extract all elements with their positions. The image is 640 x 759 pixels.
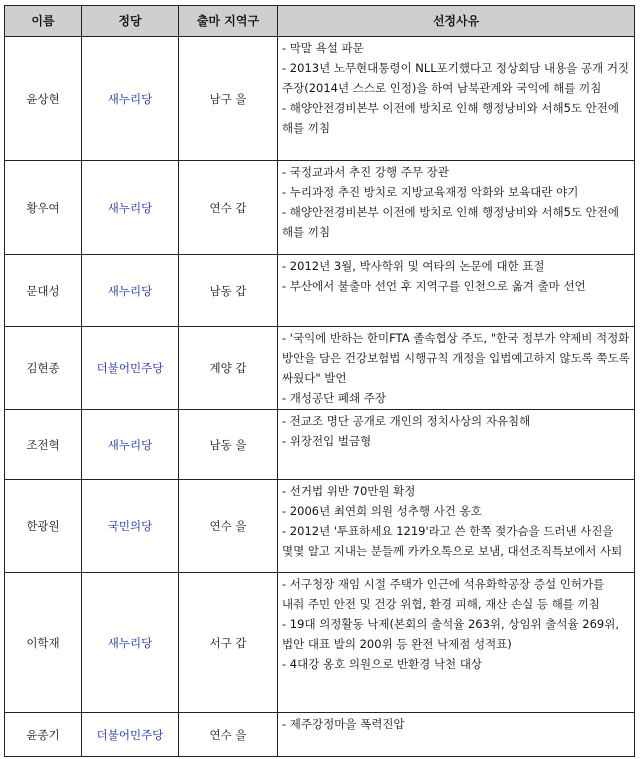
table-row <box>5 713 635 757</box>
reason-item: - 4대강 옹호 의원으로 반환경 낙천 대상 <box>282 657 483 671</box>
cell-name: 조전혁 <box>5 410 82 480</box>
cell-reasons <box>278 161 635 255</box>
cell-name: 황우여 <box>5 161 82 255</box>
cell-district: 연수 을 <box>179 480 278 573</box>
reason-item: - 2006년 최연희 의원 성추행 사건 옹호 <box>282 504 482 518</box>
table-row <box>5 327 635 410</box>
table-row <box>5 573 635 713</box>
cell-reasons <box>278 37 635 161</box>
reason-item: - 위장전입 벌금형 <box>282 434 372 448</box>
cell-party: 새누리당 <box>82 161 179 255</box>
cell-district: 계양 갑 <box>179 327 278 410</box>
cell-party: 더불어민주당 <box>82 713 179 757</box>
table-row <box>5 37 635 161</box>
cell-reasons <box>278 255 635 327</box>
reason-item: - '국익에 반하는 한미FTA 졸속협상 주도, "한국 정부가 약제비 적정화 방안을 담은 건강보험법 시행규칙 개정을 입법예고하지 않도록 쭉도록 싸웠다" 발언 <box>282 331 630 385</box>
reason-item: - 누리과정 추진 방치로 지방교육재정 악화와 보육대란 야기 <box>282 185 579 199</box>
reason-item: - 제주강정마을 폭력진압 <box>282 717 405 731</box>
cell-district: 남동 갑 <box>179 255 278 327</box>
reason-item: - 해양안전경비본부 이전에 방치로 인해 행정낭비와 서해5도 안전에 해를 끼침 <box>282 205 619 239</box>
reason-item: - 막말 욕설 파문 <box>282 41 364 55</box>
cell-district: 남구 을 <box>179 37 278 161</box>
reason-item: - 국정교과서 추진 강행 주무 장관 <box>282 165 449 179</box>
reason-item: - 선거법 위반 70만원 확정 <box>282 484 416 498</box>
header-name: 이름 <box>5 6 82 37</box>
reason-item: - 부산에서 불출마 선언 후 지역구를 인천으로 옮겨 출마 선언 <box>282 279 586 293</box>
table-body <box>5 37 635 757</box>
cell-reasons <box>278 713 635 757</box>
cell-party: 새누리당 <box>82 410 179 480</box>
cell-name: 김현종 <box>5 327 82 410</box>
cell-district: 연수 을 <box>179 713 278 757</box>
cell-district: 서구 갑 <box>179 573 278 713</box>
cell-party: 새누리당 <box>82 573 179 713</box>
table-row <box>5 161 635 255</box>
cell-reasons <box>278 573 635 713</box>
reason-item: - 서구청장 재임 시절 주택가 인근에 석유화학공장 증설 인허가를 내줘 주민 안전 및 건강 위협, 환경 피해, 재산 손실 등 해를 끼침 <box>282 577 605 611</box>
header-party: 정당 <box>82 6 179 37</box>
reason-item: - 해양안전경비본부 이전에 방치로 인해 행정낭비와 서해5도 안전에 해를 끼침 <box>282 101 619 135</box>
candidate-table <box>4 5 635 757</box>
cell-reasons <box>278 327 635 410</box>
header-district: 출마 지역구 <box>179 6 278 37</box>
cell-name: 문대성 <box>5 255 82 327</box>
cell-name: 윤종기 <box>5 713 82 757</box>
reason-item: - 2012년 3월, 박사학위 및 여타의 논문에 대한 표절 <box>282 259 545 273</box>
cell-name: 이학재 <box>5 573 82 713</box>
table-row <box>5 255 635 327</box>
reason-item: - 전교조 명단 공개로 개인의 정치사상의 자유침해 <box>282 414 531 428</box>
cell-reasons <box>278 480 635 573</box>
table-row <box>5 410 635 480</box>
reason-item: - 2013년 노무현대통령이 NLL포기했다고 정상회담 내용을 공개 거짓 주장(2014년 스스로 인정)을 하여 남북관계와 국익에 해를 끼침 <box>282 61 630 95</box>
cell-party: 새누리당 <box>82 37 179 161</box>
cell-district: 연수 갑 <box>179 161 278 255</box>
reason-item: - 19대 의정활동 낙제(본회의 출석율 263위, 상임위 출석율 269위, 법안 대표 발의 200위 등 완전 낙제점 성적표) <box>282 617 620 651</box>
cell-name: 한광원 <box>5 480 82 573</box>
cell-name: 윤상현 <box>5 37 82 161</box>
cell-party: 국민의당 <box>82 480 179 573</box>
table-row <box>5 480 635 573</box>
header-row <box>5 6 635 37</box>
cell-reasons <box>278 410 635 480</box>
reason-item: - 2012년 '투표하세요 1219'라고 쓴 한쪽 젖가슴을 드러낸 사진을 몇몇 알고 지내는 분들께 카카오톡으로 보냄, 대선조직특보에서 사퇴 <box>282 524 623 558</box>
cell-party: 새누리당 <box>82 255 179 327</box>
reason-item: - 개성공단 폐쇄 주장 <box>282 391 386 405</box>
cell-district: 남동 을 <box>179 410 278 480</box>
cell-party: 더불어민주당 <box>82 327 179 410</box>
header-reason: 선정사유 <box>278 6 635 37</box>
